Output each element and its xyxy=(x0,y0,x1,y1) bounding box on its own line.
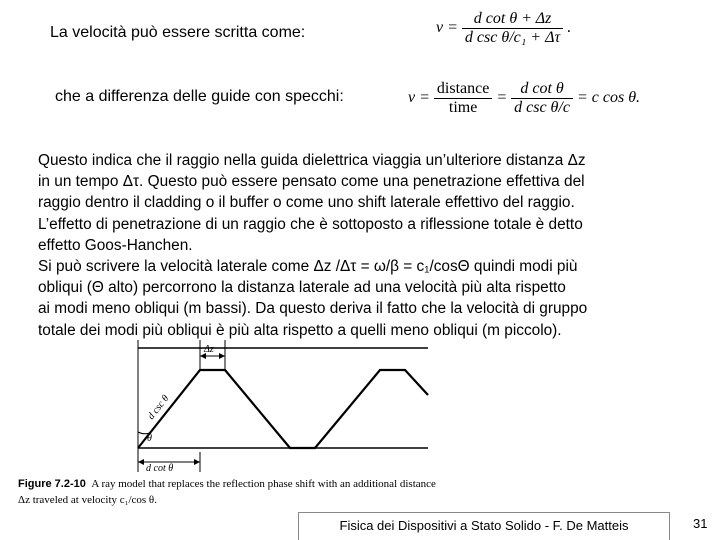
body-paragraph xyxy=(38,150,713,341)
arrowhead xyxy=(194,459,200,465)
eq2-fraction-dcot xyxy=(511,80,573,117)
eq1-fraction xyxy=(462,10,563,47)
body-line: effetto Goos-Hanchen. xyxy=(38,236,193,254)
eq2-fraction-distance-time xyxy=(434,80,492,117)
caption-line: Δz traveled at velocity c₁/cos θ. xyxy=(18,494,157,506)
arrowhead xyxy=(138,459,144,465)
body-line: ai modi meno obliqui (m bassi). Da questo deriva il fatto che la velocità di gruppo xyxy=(38,300,588,318)
eq1-denominator: d csc θ/c₁ + Δτ xyxy=(464,29,561,46)
page-number: 31 xyxy=(693,516,708,531)
body-line: raggio dentro il cladding o il buffer o come uno shift laterale effettivo del raggio. xyxy=(38,194,575,212)
label-dcot: d cot θ xyxy=(146,463,174,472)
label-dcsc: d csc θ xyxy=(145,393,172,422)
ray-model-figure xyxy=(130,340,430,472)
eq2-f1-denominator: time xyxy=(448,99,478,116)
eq1-tail: . xyxy=(567,19,572,37)
caption-label: Figure 7.2-10 xyxy=(18,478,86,490)
eq2-f2-numerator: d cot θ xyxy=(511,80,573,99)
heading-mirror-guides: che a differenza delle guide con specchi: xyxy=(55,88,344,105)
body-line: obliqui (Θ alto) percorrono la distanza laterale ad una velocità più alta rispetto xyxy=(38,279,566,297)
eq1-lhs: v = xyxy=(436,19,458,37)
eq2-lhs: v = xyxy=(408,89,430,107)
equation-velocity xyxy=(436,10,571,47)
eq2-f1-numerator: distance xyxy=(434,80,492,99)
label-theta: θ xyxy=(147,433,152,444)
heading-velocity: La velocità può essere scritta come: xyxy=(50,24,306,41)
body-line: L’effetto di penetrazione di un raggio che è sottoposto a riflessione totale è detto xyxy=(38,215,583,233)
caption-text: A ray model that replaces the reflection phase shift with an additional distance xyxy=(91,478,436,490)
caption-line xyxy=(18,476,436,492)
eq1-numerator: d cot θ + Δz xyxy=(462,10,563,29)
footer-title: Fisica dei Dispositivi a Stato Solido - F. De Matteis xyxy=(298,512,670,540)
equation-mirror-velocity xyxy=(408,80,640,117)
eq2-f2-denominator: d csc θ/c xyxy=(514,99,570,116)
body-line: in un tempo Δτ. Questo può essere pensato come una penetrazione effettiva del xyxy=(38,173,585,191)
figure-caption xyxy=(18,476,436,508)
label-dz: Δz xyxy=(204,344,214,355)
eq2-equals: = xyxy=(496,89,508,107)
body-line: Si può scrivere la velocità laterale come Δz /Δτ = ω/β = c₁/cosΘ quindi modi più xyxy=(38,258,578,276)
body-line: totale dei modi più obliqui è più alta rispetto a quelli meno obliqui (m piccolo). xyxy=(38,321,562,339)
body-line: Questo indica che il raggio nella guida dielettrica viaggia un’ulteriore distanza Δz xyxy=(38,152,586,169)
arrowhead xyxy=(219,353,225,359)
eq2-rhs: = c cos θ. xyxy=(576,89,641,107)
ray-path xyxy=(138,370,428,448)
